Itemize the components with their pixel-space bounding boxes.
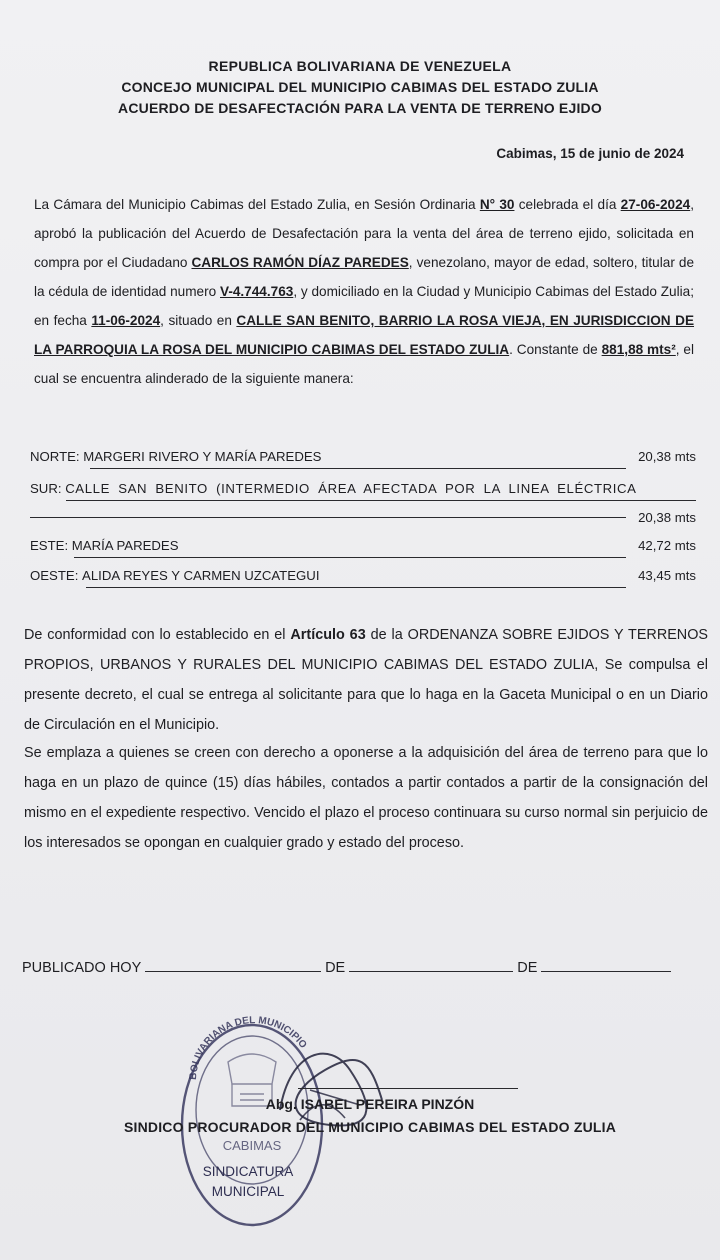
header-agreement-title: ACUERDO DE DESAFECTACIÓN PARA LA VENTA DE TERRENO EJIDO [118, 100, 602, 116]
legal-text: De conformidad con lo establecido en el [24, 627, 291, 643]
intro-text: , el cual se encuentra alinderado de la siguiente manera: [34, 342, 694, 386]
intro-text: . Constante de [509, 342, 602, 357]
signature-line [298, 1088, 518, 1089]
seal-bottom-line1: SINDICATURA [202, 1164, 294, 1179]
intro-text: , situado en [160, 313, 237, 328]
boundary-label: ESTE: [30, 538, 69, 553]
seal-bottom-line2: MUNICIPAL [211, 1184, 285, 1199]
document-date: Cabimas, 15 de junio de 2024 [496, 146, 684, 161]
seal-ring-text: BOLIVARIANA DEL MUNICIPIO [187, 1015, 309, 1081]
published-day-blank [145, 957, 321, 972]
intro-paragraph [34, 190, 694, 393]
boundary-label: NORTE: [30, 449, 80, 464]
session-number: N° 30 [479, 197, 515, 212]
intro-text: celebrada el día [514, 197, 621, 212]
underline [66, 500, 696, 501]
intro-text: La Cámara del Municipio Cabimas del Estado Zulia, en Sesión Ordinaria [34, 197, 480, 212]
legal-paragraph [24, 620, 708, 740]
boundary-label: OESTE: [30, 568, 79, 583]
legal-text: de la ORDENANZA SOBRE EJIDOS Y TERRENOS PROPIOS, URBANOS Y RURALES DEL MUNICIPIO CABIMAS DEL ESTADO ZULIA, Se compulsa el presente decreto, el cual se entrega al solicitante para que lo haga en la Gaceta Municipal o en un Diario de Circulación en el Municipio. [24, 627, 708, 733]
boundary-value: 42,72 mts [638, 538, 696, 553]
header-country: REPUBLICA BOLIVARIANA DE VENEZUELA [208, 58, 512, 74]
underline [90, 468, 626, 469]
published-de-1: DE [325, 960, 346, 976]
signatory-title: SINDICO PROCURADOR DEL MUNICIPIO CABIMAS DEL ESTADO ZULIA [123, 1119, 617, 1135]
request-date: 11-06-2024 [91, 313, 161, 328]
boundary-value: 43,45 mts [638, 568, 696, 583]
boundary-west [30, 568, 696, 586]
property-area: 881,88 mts² [601, 342, 676, 357]
boundary-text: ALIDA REYES Y CARMEN UZCATEGUI [82, 568, 320, 583]
boundary-label: SUR: [30, 481, 62, 496]
boundary-value: 20,38 mts [638, 449, 696, 464]
publication-line [22, 957, 708, 976]
published-label: PUBLICADO HOY [22, 960, 141, 976]
boundary-north [30, 449, 696, 467]
boundary-text: CALLE SAN BENITO (INTERMEDIO ÁREA AFECTADA POR LA LINEA ELÉCTRICA [65, 481, 637, 496]
boundary-south [30, 481, 696, 499]
boundary-south-value-row [30, 510, 696, 528]
intro-text: , venezolano, mayor de edad, soltero, titular de la cédula de identidad numero [34, 255, 695, 299]
published-year-blank [541, 957, 671, 972]
seal-center-text: CABIMAS [222, 1138, 282, 1153]
published-month-blank [349, 957, 513, 972]
boundary-east [30, 538, 696, 556]
underline [74, 557, 626, 558]
boundary-text: MARGERI RIVERO Y MARÍA PAREDES [83, 449, 322, 464]
intro-text: , y domiciliado en la Ciudad y Municipio Cabimas del Estado Zulia; en fecha [34, 284, 694, 328]
property-location: CALLE SAN BENITO, BARRIO LA ROSA VIEJA, EN JURISDICCION DE LA PARROQUIA LA ROSA DEL MUNICIPIO CABIMAS DEL ESTADO ZULIA [34, 313, 695, 357]
boundary-text: MARÍA PAREDES [71, 538, 179, 553]
underline [30, 517, 626, 518]
header-council: CONCEJO MUNICIPAL DEL MUNICIPIO CABIMAS DEL ESTADO ZULIA [121, 79, 599, 95]
intro-text: , aprobó la publicación del Acuerdo de Desafectación para la venta del área de terreno ejido, solicitada en compra por el Ciudadano [34, 197, 694, 270]
signatory-name: Abg. ISABEL PEREIRA PINZÓN [265, 1096, 475, 1112]
citizen-name: CARLOS RAMÓN DÍAZ PAREDES [191, 255, 409, 270]
article-reference: Artículo 63 [290, 627, 366, 643]
session-date: 27-06-2024 [620, 197, 691, 212]
published-de-2: DE [517, 960, 538, 976]
boundary-value: 20,38 mts [638, 510, 696, 525]
id-number: V-4.744.763 [220, 284, 294, 299]
underline [86, 587, 626, 588]
opposition-paragraph: Se emplaza a quienes se creen con derecho a oponerse a la adquisición del área de terreno para que lo haga en un plazo de quince (15) días hábiles, contados a partir contados a partir de la consignación del mismo en el expediente respectivo. Vencido el plazo el proceso continuara su curso normal sin perjuicio de los interesados se opongan en cualquier grado y estado del proceso. [24, 745, 708, 851]
